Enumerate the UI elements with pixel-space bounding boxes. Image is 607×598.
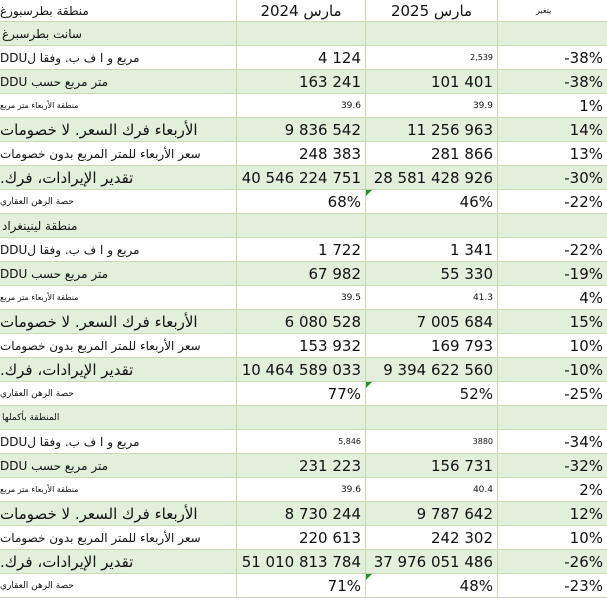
value-2025[interactable]: 281 866 [366,142,498,165]
metric-label[interactable]: سعر الأربعاء للمتر المربع بدون خصومات [0,334,237,357]
change-percent[interactable]: -10% [564,360,603,379]
value-2024[interactable]: 248 383 [237,142,366,165]
metric-label[interactable]: منطقة الأربعاء متر مربع [0,94,237,117]
table-row [0,70,607,94]
table-row [0,310,607,334]
table-row [0,46,607,70]
value-2024[interactable]: 10 464 589 033 [237,358,366,381]
change-percent[interactable]: 12% [569,504,603,523]
table-row [0,286,607,310]
metric-label[interactable]: الأربعاء فرك السعر. لا خصومات [0,310,237,333]
value-2025[interactable]: 40.4 [366,478,498,501]
metric-label[interactable]: منطقة الأربعاء متر مربع [0,286,237,309]
metric-label[interactable]: سعر الأربعاء للمتر المربع بدون خصومات [0,142,237,165]
table-row [0,190,607,214]
value-2024[interactable]: 5,846 [237,430,366,453]
empty-cell[interactable] [498,22,607,45]
table-row [0,142,607,166]
change-percent[interactable]: 10% [569,336,603,355]
change-percent[interactable]: -34% [564,432,603,451]
change-percent[interactable]: -22% [564,192,603,211]
march-2025-column-header[interactable]: مارس 2025 [366,0,498,21]
table-row [0,358,607,382]
value-2025[interactable]: 156 731 [366,454,498,477]
value-2025[interactable]: 9 787 642 [366,502,498,525]
empty-cell[interactable] [366,22,498,45]
value-2025[interactable]: 46% [366,190,498,213]
region-column-header[interactable]: منطقة بطرسبورغ [0,0,237,21]
table-row [0,430,607,454]
metric-label[interactable]: الأربعاء فرك السعر. لا خصومات [0,502,237,525]
metric-label[interactable]: سعر الأربعاء للمتر المربع بدون خصومات [0,526,237,549]
value-2025[interactable]: 2,539 [366,46,498,69]
value-2024[interactable]: 39.6 [237,94,366,117]
empty-cell[interactable] [498,406,607,429]
change-percent[interactable]: 14% [569,120,603,139]
empty-cell[interactable] [366,214,498,237]
table-row [0,382,607,406]
change-percent[interactable]: -26% [564,552,603,571]
empty-cell[interactable] [366,406,498,429]
value-2025[interactable]: 7 005 684 [366,310,498,333]
change-percent[interactable]: -23% [564,576,603,595]
value-2025[interactable]: 169 793 [366,334,498,357]
value-2024[interactable]: 39.5 [237,286,366,309]
change-column-header[interactable]: يتغير [536,6,552,15]
change-percent[interactable]: 1% [579,96,603,115]
metric-label[interactable]: متر مربع حسب DDU [0,454,237,477]
empty-cell[interactable] [237,214,366,237]
table-row [0,334,607,358]
change-percent[interactable]: -30% [564,168,603,187]
change-percent[interactable]: 2% [579,480,603,499]
value-2025[interactable]: 37 976 051 486 [366,550,498,573]
value-2025[interactable]: 48% [366,574,498,597]
table-row [0,262,607,286]
value-2025[interactable]: 101 401 [366,70,498,93]
value-2025[interactable]: 1 341 [366,238,498,261]
header-row [0,0,607,22]
value-2025[interactable]: 11 256 963 [366,118,498,141]
metric-label[interactable]: متر مربع حسب DDU [0,70,237,93]
value-2024[interactable]: 153 932 [237,334,366,357]
empty-cell[interactable] [237,22,366,45]
metric-label[interactable]: مربع و ا ف ب. وفقا لDDU [0,46,237,69]
change-percent[interactable]: 10% [569,528,603,547]
value-2024[interactable]: 40 546 224 751 [237,166,366,189]
value-2024[interactable]: 68% [237,190,366,213]
value-2025[interactable]: 3880 [366,430,498,453]
change-percent[interactable]: 13% [569,144,603,163]
metric-label[interactable]: مربع و ا ف ب. وفقا لDDU [0,430,237,453]
metric-label[interactable]: الأربعاء فرك السعر. لا خصومات [0,118,237,141]
value-2024[interactable]: 9 836 542 [237,118,366,141]
change-percent[interactable]: -38% [564,72,603,91]
change-percent[interactable]: 15% [569,312,603,331]
metric-label[interactable]: حصة الرهن العقاري [0,190,237,213]
value-2024[interactable]: 71% [237,574,366,597]
table-row [0,118,607,142]
value-2025[interactable]: 55 330 [366,262,498,285]
section-title[interactable]: المنطقة بأكملها [0,406,237,429]
change-percent[interactable]: -19% [564,264,603,283]
table-row [0,502,607,526]
metric-label[interactable]: حصة الرهن العقاري [0,574,237,597]
value-2024[interactable]: 39.6 [237,478,366,501]
table-row [0,574,607,598]
value-2024[interactable]: 4 124 [237,46,366,69]
value-2024[interactable]: 163 241 [237,70,366,93]
metric-label[interactable]: مربع و ا ف ب. وفقا لDDU [0,238,237,261]
change-percent[interactable]: -32% [564,456,603,475]
table-row [0,166,607,190]
metric-label[interactable]: تقدير الإيرادات، فرك. [0,166,237,189]
table-row [0,478,607,502]
metric-label[interactable]: منطقة الأربعاء متر مربع [0,478,237,501]
value-2024[interactable]: 231 223 [237,454,366,477]
value-2024[interactable]: 67 982 [237,262,366,285]
metric-label[interactable]: متر مربع حسب DDU [0,262,237,285]
table-row [0,94,607,118]
empty-cell[interactable] [237,406,366,429]
change-percent[interactable]: -22% [564,240,603,259]
metric-label[interactable]: حصة الرهن العقاري [0,382,237,405]
change-percent[interactable]: -25% [564,384,603,403]
value-2025[interactable]: 9 394 622 560 [366,358,498,381]
value-2025[interactable]: 28 581 428 926 [366,166,498,189]
table-row [0,526,607,550]
section-title[interactable]: سانت بطرسبرغ [0,22,237,45]
empty-cell[interactable] [498,214,607,237]
section-title[interactable]: منطقة لينينغراد [0,214,237,237]
section-header-row [0,406,607,430]
value-2024[interactable]: 6 080 528 [237,310,366,333]
change-percent[interactable]: -38% [564,48,603,67]
value-2024[interactable]: 77% [237,382,366,405]
table-row [0,550,607,574]
section-header-row [0,22,607,46]
value-2024[interactable]: 51 010 813 784 [237,550,366,573]
march-2024-column-header[interactable]: مارس 2024 [237,0,366,21]
change-percent[interactable]: 4% [579,288,603,307]
value-2024[interactable]: 220 613 [237,526,366,549]
value-2025[interactable]: 242 302 [366,526,498,549]
section-header-row [0,214,607,238]
value-2025[interactable]: 52% [366,382,498,405]
value-2024[interactable]: 8 730 244 [237,502,366,525]
metric-label[interactable]: تقدير الإيرادات، فرك. [0,358,237,381]
metric-label[interactable]: تقدير الإيرادات، فرك. [0,550,237,573]
value-2025[interactable]: 39.9 [366,94,498,117]
value-2025[interactable]: 41.3 [366,286,498,309]
value-2024[interactable]: 1 722 [237,238,366,261]
table-row [0,454,607,478]
table-row [0,238,607,262]
